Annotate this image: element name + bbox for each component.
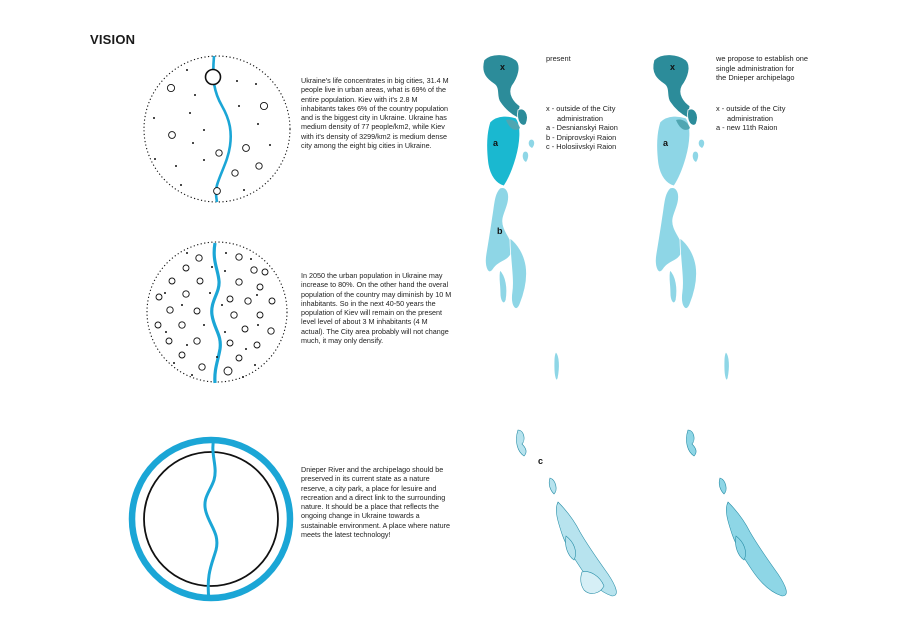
map-proposed-letter-x: x — [670, 62, 676, 72]
legend-line: a - new 11th Raion — [716, 123, 778, 132]
district-a-shape — [680, 238, 697, 308]
map-proposed-letter-a: a — [663, 138, 669, 148]
map-present-letter-c: c — [538, 456, 544, 466]
map-present-heading: present — [546, 54, 571, 63]
legend-line: administration — [557, 113, 604, 123]
district-a-shape — [686, 430, 696, 456]
heading-line: we propose to establish one — [716, 54, 809, 63]
densification-diagram — [142, 237, 292, 387]
district-x-shape — [688, 109, 698, 125]
district-b-shape — [510, 238, 527, 308]
island-fragments — [523, 140, 534, 162]
river-line — [205, 438, 217, 600]
heading-line: the Dnieper archipelago — [716, 73, 795, 82]
island-fragments — [693, 140, 704, 162]
nature-reserve-diagram — [126, 434, 296, 604]
district-x-shape — [518, 109, 528, 125]
paragraph-densification: In 2050 the urban population in Ukraine may increase to 80%. On the other hand the overal population of the country may diminish by 10 M inhabitants. So in the next 40-50 years the population of Kiev will remain on the present level level of about 3 M inhabitants (4 M actual). The City area probably will not change much, it may only densify. — [301, 271, 452, 346]
page-title: VISION — [90, 32, 136, 47]
map-present-letter-x: x — [500, 62, 506, 72]
map-present-letter-b: b — [497, 226, 503, 236]
paragraph-concentration: Ukraine's life concentrates in big cities, 31.4 M people live in urban areas, what is 69% of the entire population. Kiev with it's 2.8 M inhabitants takes 6% of the country population and is the biggest city in Ukraine. Ukraine has medium density of 77 people/km2, while Kiev with it's density of 3299/km2 is medium dense city among the eight big cities in Ukraine. — [301, 76, 449, 151]
nature-ring — [132, 440, 290, 598]
legend-line: administration — [727, 113, 774, 123]
legend-line: x - outside of the City — [716, 104, 786, 113]
legend-line: b - Dniprovskyi Raion — [546, 132, 617, 142]
district-b-shape — [499, 270, 507, 303]
legend-line: a - Desnianskyi Raion — [546, 123, 618, 132]
district-a-shape — [719, 478, 726, 494]
legend-line: c - Holosiivskyi Raion — [546, 142, 617, 151]
district-c-shape — [516, 430, 526, 456]
district-a-shape — [669, 270, 677, 303]
city-concentration-diagram — [138, 50, 296, 208]
district-a-shape — [726, 502, 786, 596]
district-a-shape — [655, 188, 682, 272]
map-proposed-heading — [716, 54, 808, 83]
map-present-legend — [546, 104, 618, 152]
city-circles — [155, 254, 275, 375]
heading-line: single administration for — [716, 63, 795, 73]
city-circles — [167, 70, 267, 195]
district-b-shape — [554, 352, 559, 380]
paragraph-nature: Dnieper River and the archipelago should be preserved in its current state as a nature reserve, a city park, a place for lesuire and recreation and a direct link to the surrounding nature. It should be a place that reflects the ongoing change in Ukraine towards a sustainable environment. A place where nature meets the latest technology! — [301, 465, 451, 540]
district-c-shape — [549, 478, 556, 494]
map-present-letter-a: a — [493, 138, 499, 148]
river-line — [212, 243, 221, 383]
map-proposed-legend — [716, 104, 785, 133]
district-a-shape — [724, 352, 729, 380]
legend-line: x - outside of the City — [546, 104, 616, 113]
